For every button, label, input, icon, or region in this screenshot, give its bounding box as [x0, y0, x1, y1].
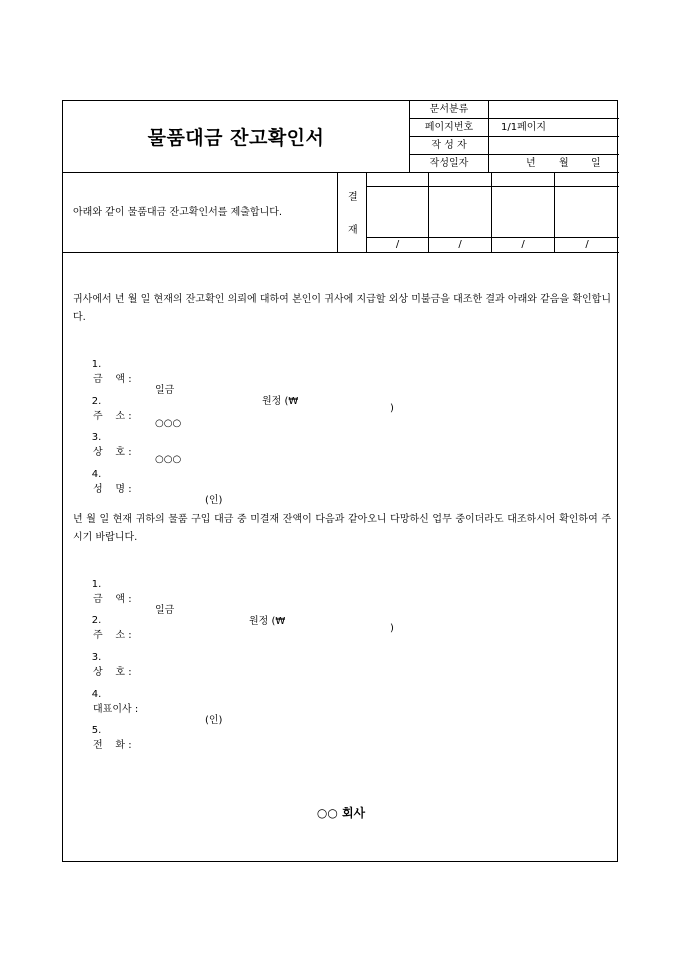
- field-close: ): [390, 623, 394, 634]
- section1-paragraph: 귀사에서 년 월 일 현재의 잔고확인 의뢰에 대하여 본인이 귀사에 지급할 외상 미불금을 대조한 결과 아래와 같음을 확인합니다.: [73, 294, 611, 323]
- field-num: 4.: [91, 689, 102, 700]
- meta-value: 1/1페이지: [501, 122, 547, 133]
- meta-value: [489, 137, 619, 154]
- field-label: 주 소 :: [93, 630, 132, 641]
- meta-row-classification: [410, 101, 619, 119]
- meta-date-value: [489, 155, 619, 172]
- field-num: 2.: [91, 615, 102, 626]
- approval-box: [492, 173, 555, 252]
- field-extra: 원정 (₩: [262, 396, 299, 407]
- field-num: 1.: [91, 579, 102, 590]
- meta-row-page: [410, 119, 619, 137]
- field-label: 성 명 :: [93, 484, 132, 495]
- approval-grid: [367, 173, 619, 253]
- date-day: 일: [591, 158, 601, 169]
- date-month: 월: [559, 158, 569, 169]
- field-value: ○○○: [155, 418, 182, 429]
- meta-value: [489, 101, 619, 118]
- field-num: 3.: [91, 652, 102, 663]
- field-close: ): [390, 403, 394, 414]
- approval-label: [338, 173, 367, 253]
- meta-label: 문서분류: [410, 101, 489, 118]
- meta-row-date: [410, 155, 619, 173]
- field-value: 일금: [155, 385, 175, 396]
- approval-label-top: 결: [348, 192, 358, 203]
- meta-row-author: [410, 137, 619, 155]
- approval-box: [555, 173, 619, 252]
- meta-label: 페이지번호: [410, 119, 489, 136]
- field-value: (인): [205, 495, 223, 506]
- approval-date-slash: /: [458, 239, 462, 250]
- field-label: 상 호 :: [93, 447, 132, 458]
- field-num: 1.: [91, 359, 102, 370]
- field-label: 대표이사 :: [93, 704, 139, 715]
- document-title: 물품대금 잔고확인서: [63, 101, 410, 173]
- field-extra: 원정 (₩: [249, 616, 286, 627]
- s2-field-phone: [79, 714, 132, 769]
- document-form: [62, 100, 618, 862]
- field-label: 금 액 :: [93, 594, 132, 605]
- field-label: 주 소 :: [93, 411, 132, 422]
- field-num: 4.: [91, 469, 102, 480]
- submit-statement: 아래와 같이 물품대금 잔고확인서를 제출합니다.: [63, 173, 338, 253]
- approval-box: [367, 173, 429, 252]
- approval-box: [429, 173, 492, 252]
- meta-label: 작 성 자: [410, 137, 489, 154]
- s1-field-name: [79, 458, 223, 513]
- meta-table: [410, 101, 619, 173]
- section2-paragraph: 년 월 일 현재 귀하의 물품 구입 대금 중 미결재 잔액이 다음과 같아오니 다망하신 업무 중이더라도 대조하시어 확인하여 주시기 바랍니다.: [73, 514, 611, 543]
- approval-date-slash: /: [585, 239, 589, 250]
- field-label: 상 호 :: [93, 667, 132, 678]
- field-label: 금 액 :: [93, 374, 132, 385]
- field-num: 5.: [91, 725, 102, 736]
- meta-label: 작성일자: [410, 155, 489, 172]
- approval-label-bottom: 재: [348, 225, 358, 236]
- approval-date-slash: /: [521, 239, 525, 250]
- date-year: 년: [526, 158, 536, 169]
- field-num: 3.: [91, 432, 102, 443]
- field-value: 일금: [155, 605, 175, 616]
- field-label: 전 화 :: [93, 740, 132, 751]
- field-value: ○○○: [155, 454, 182, 465]
- field-value: (인): [205, 715, 223, 726]
- field-num: 2.: [91, 396, 102, 407]
- approval-date-slash: /: [395, 239, 400, 250]
- company-name: ○○ 회사: [316, 806, 366, 820]
